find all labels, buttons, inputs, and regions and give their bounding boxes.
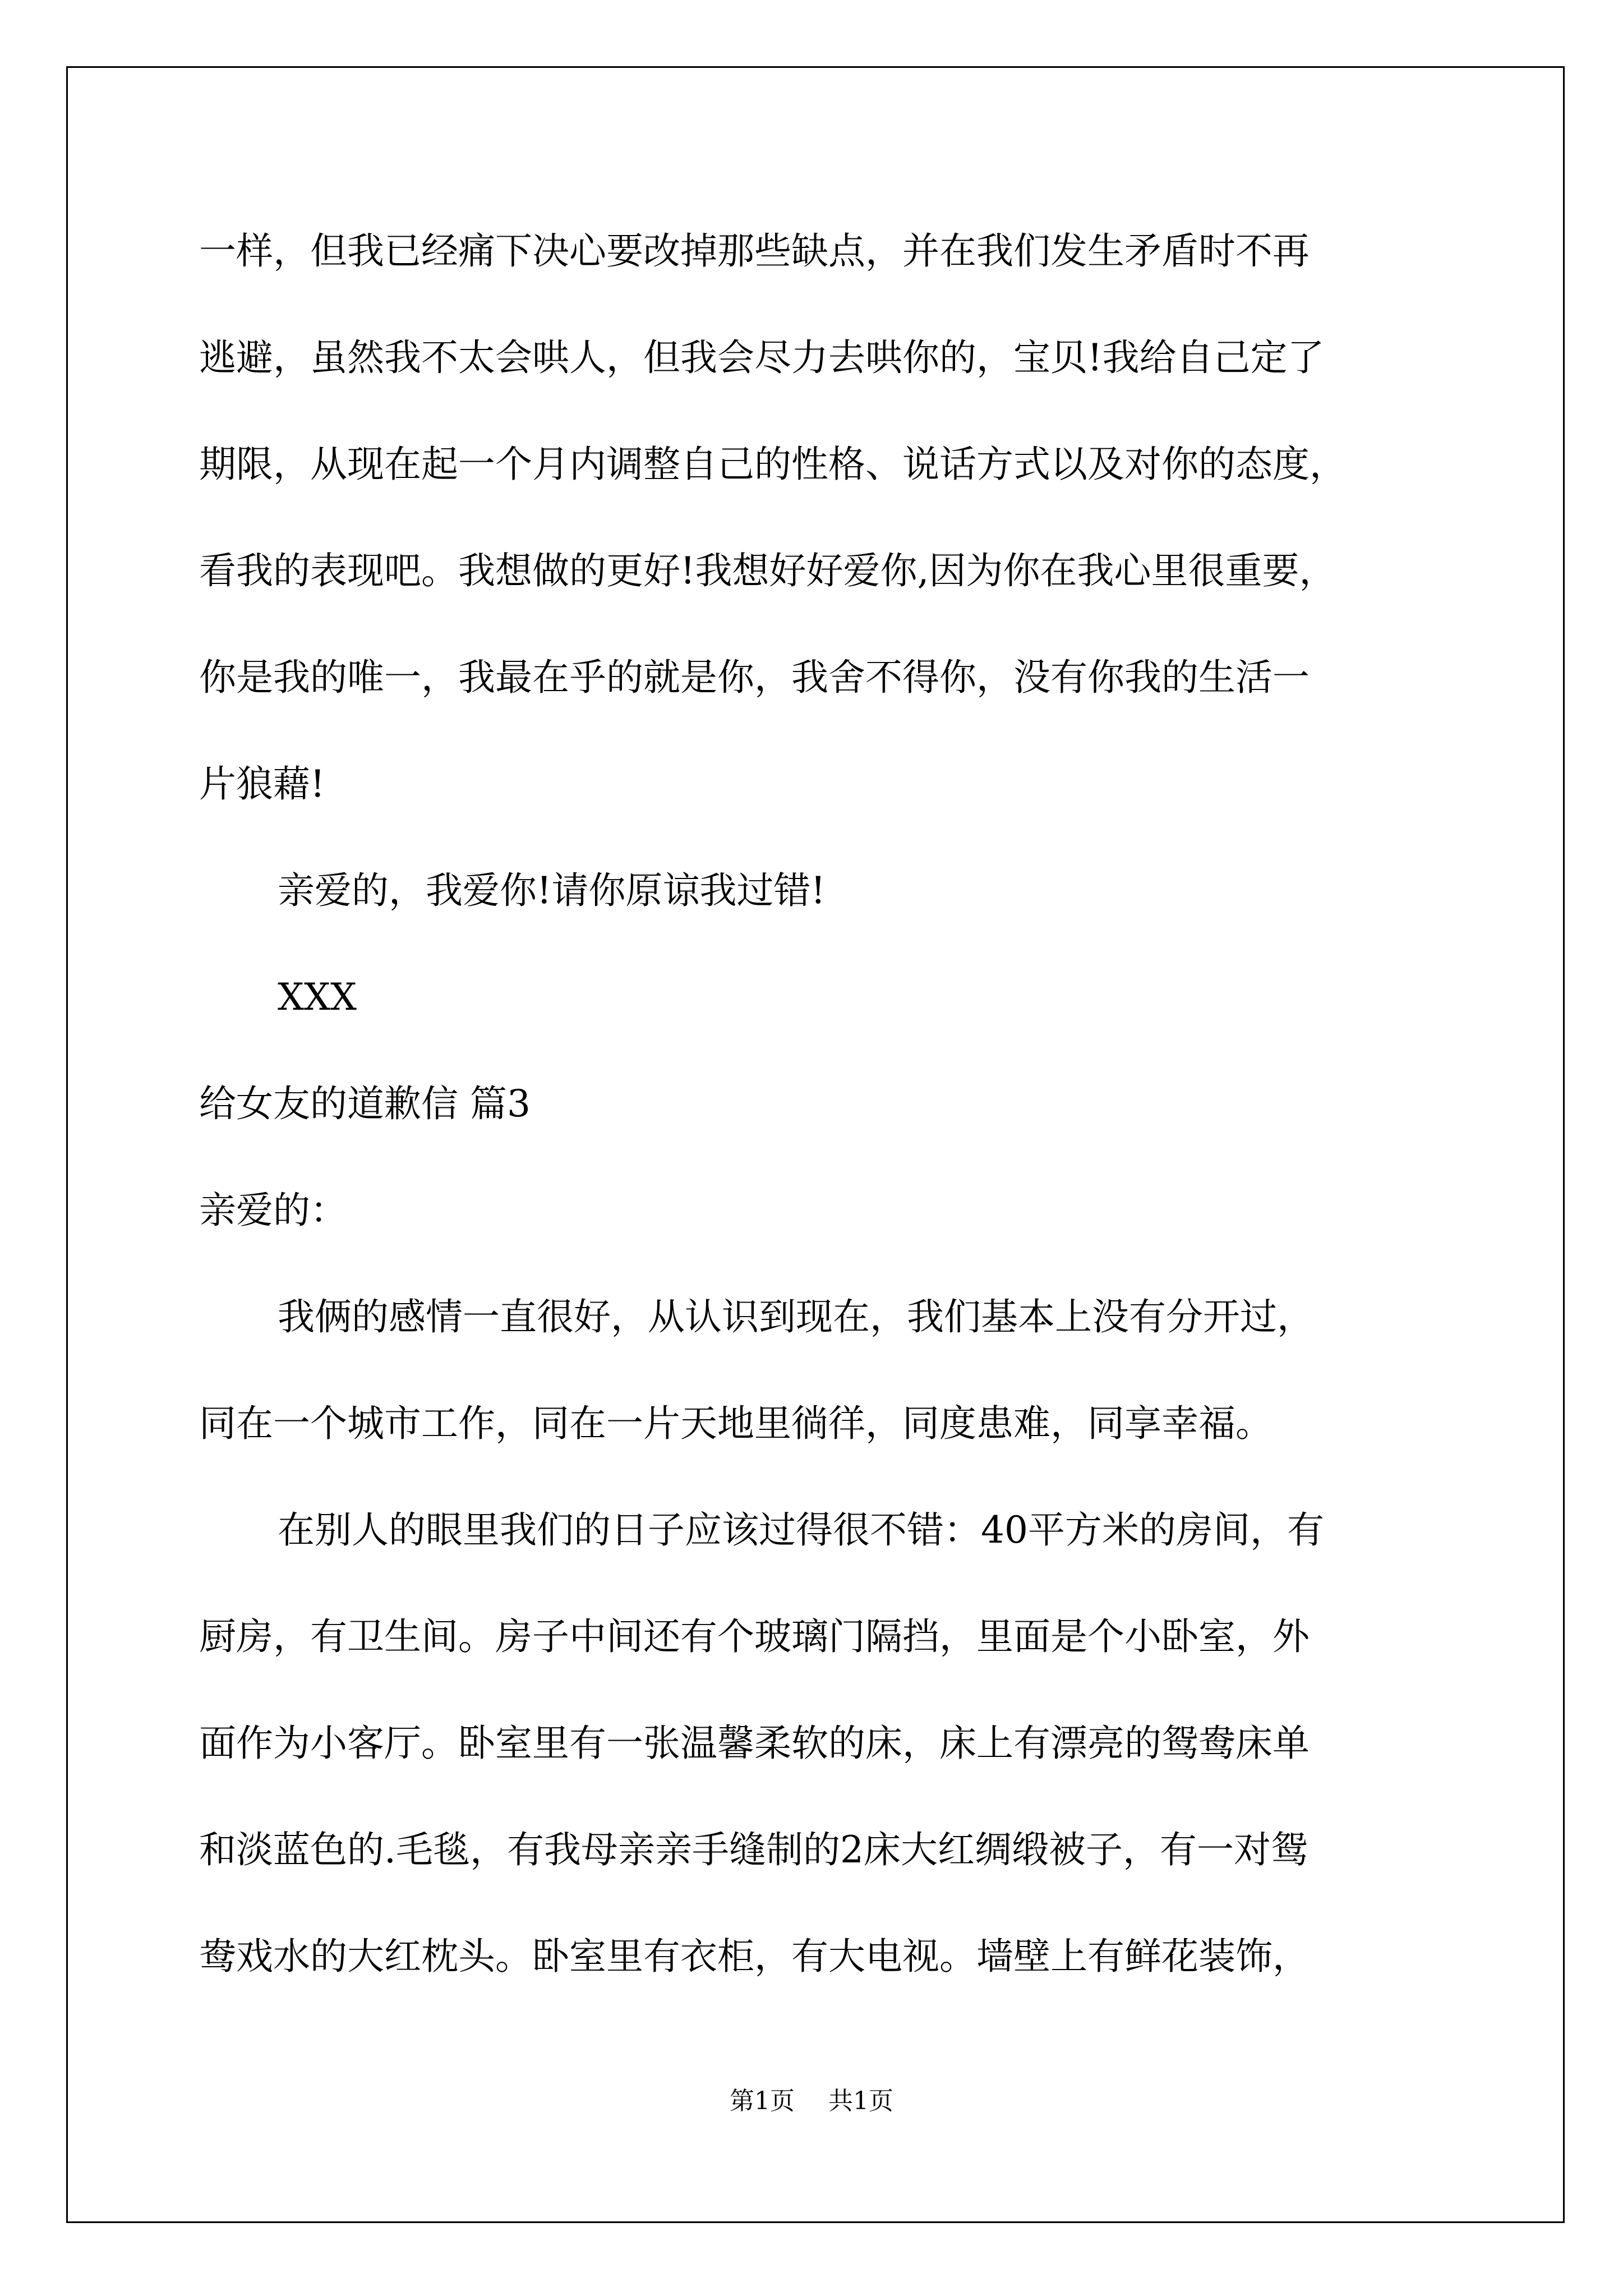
body-line: 和淡蓝色的.毛毯，有我母亲亲手缝制的2床大红绸缎被子，有一对鸳 (199, 1828, 1308, 1871)
body-line: 面作为小客厅。卧室里有一张温馨柔软的床，床上有漂亮的鸳鸯床单 (199, 1722, 1310, 1765)
closing-line: 亲爱的，我爱你!请你原谅我过错! (278, 869, 826, 912)
section-heading: 给女友的道歉信 篇3 (199, 1082, 531, 1125)
body-line: 期限，从现在起一个月内调整自己的性格、说话方式以及对你的态度， (199, 443, 1347, 486)
body-line: 同在一个城市工作，同在一片天地里徜徉，同度患难，同享幸福。 (199, 1402, 1272, 1445)
body-line: 逃避，虽然我不太会哄人，但我会尽力去哄你的，宝贝!我给自己定了 (199, 336, 1325, 379)
page-border (66, 66, 1565, 2223)
body-line: 一样，但我已经痛下决心要改掉那些缺点，并在我们发生矛盾时不再 (199, 229, 1310, 273)
body-line: 我俩的感情一直很好，从认识到现在，我们基本上没有分开过， (278, 1295, 1314, 1338)
page-number-total: 共1页 (828, 2087, 893, 2115)
salutation: 亲爱的： (199, 1189, 347, 1232)
signature: XXX (278, 976, 357, 1019)
body-line: 看我的表现吧。我想做的更好!我想好好爱你,因为你在我心里很重要， (199, 549, 1336, 592)
page-footer (0, 2086, 1623, 2117)
body-line: 你是我的唯一，我最在乎的就是你，我舍不得你，没有你我的生活一 (199, 656, 1310, 699)
page-number-current: 第1页 (730, 2087, 795, 2115)
body-line: 厨房，有卫生间。房子中间还有个玻璃门隔挡，里面是个小卧室，外 (199, 1615, 1310, 1658)
body-line: 片狼藉! (199, 762, 325, 806)
body-line: 鸯戏水的大红枕头。卧室里有衣柜，有大电视。墙壁上有鲜花装饰， (199, 1935, 1310, 1978)
body-line: 在别人的眼里我们的日子应该过得很不错：40平方米的房间，有 (278, 1508, 1324, 1552)
